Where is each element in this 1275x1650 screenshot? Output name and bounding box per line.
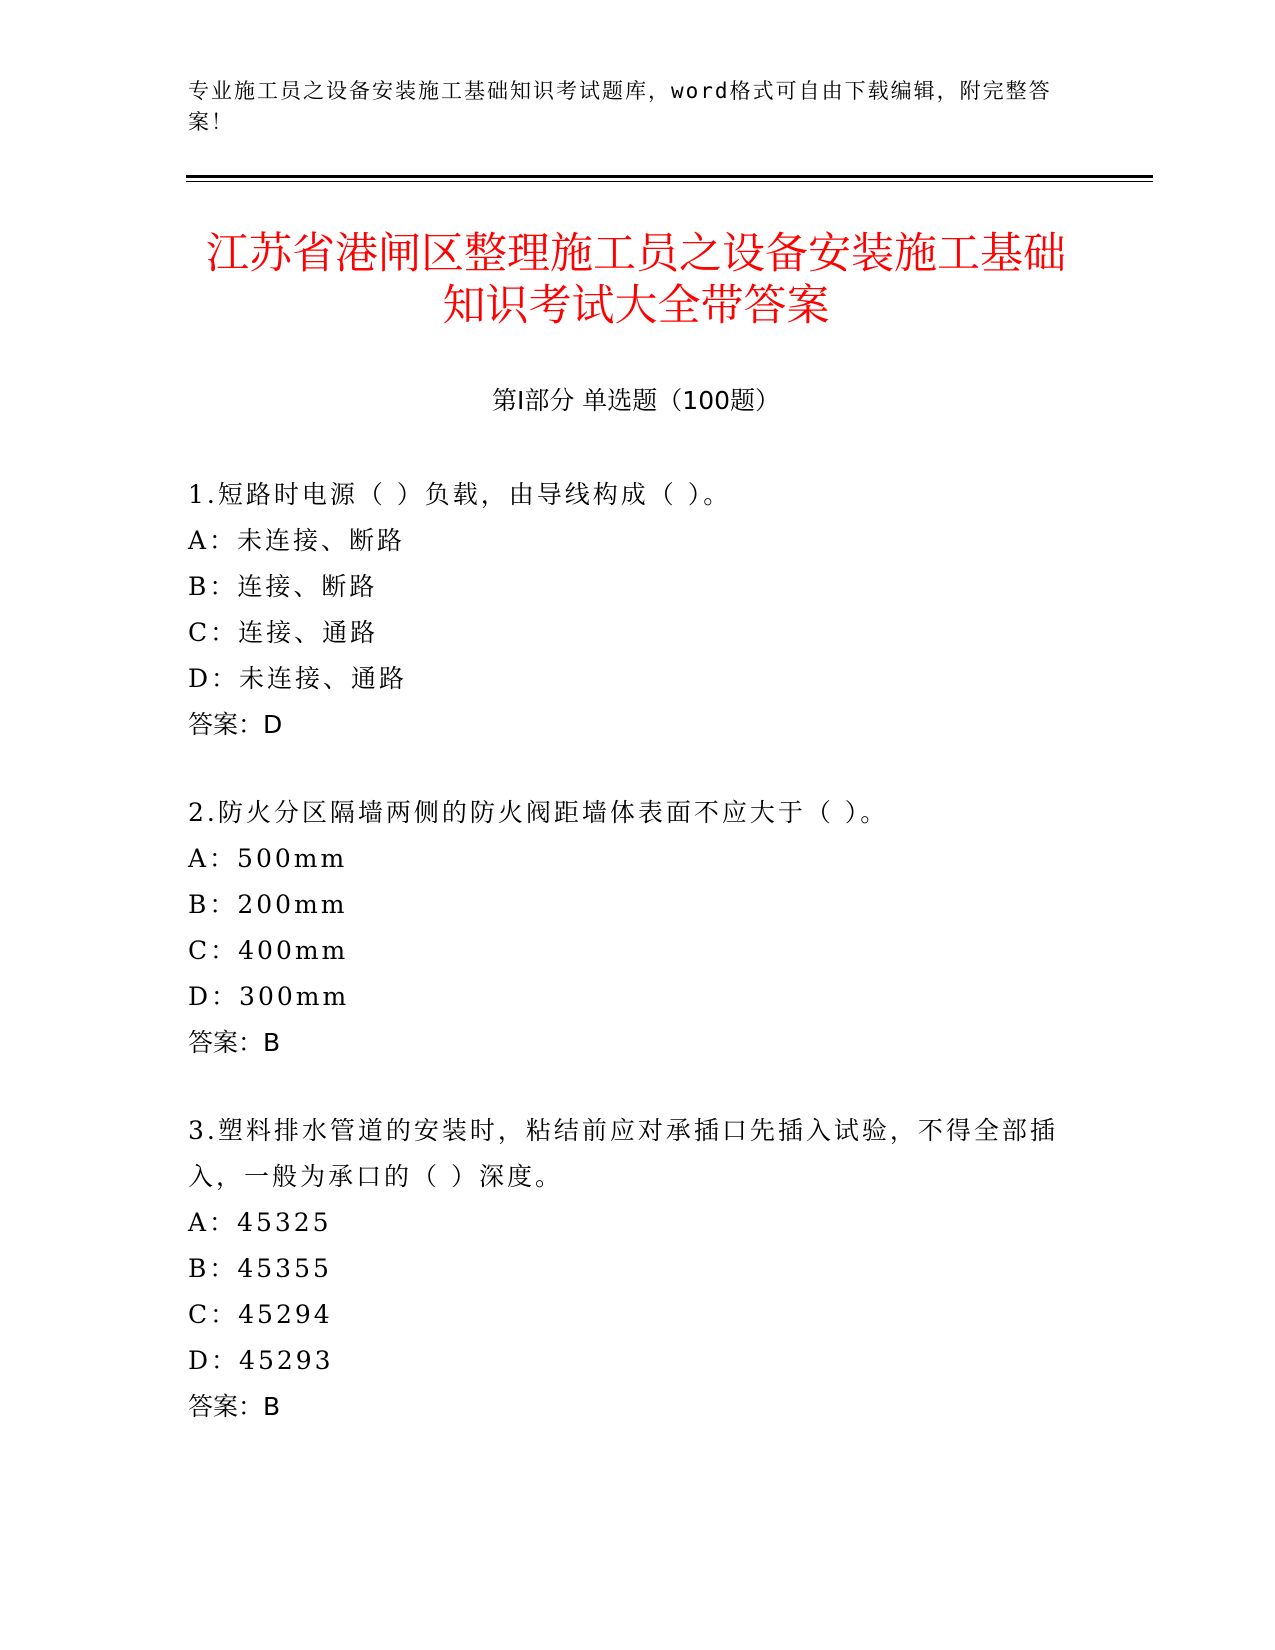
question-stem: 2.防火分区隔墙两侧的防火阀距墙体表面不应大于（ ）。	[188, 798, 889, 827]
question-1	[188, 472, 1068, 748]
option-b: B：45355	[188, 1254, 332, 1283]
answer: 答案：B	[188, 1028, 281, 1057]
option-c: C：400mm	[188, 936, 349, 965]
document-title: 江苏省港闸区整理施工员之设备安装施工基础知识考试大全带答案	[206, 229, 1066, 331]
option-b: B：连接、断路	[188, 572, 378, 601]
option-d: D：未连接、通路	[188, 664, 408, 693]
question-stem: 1.短路时电源（ ）负载，由导线构成（ ）。	[188, 480, 732, 509]
header-rule-thin	[186, 181, 1153, 182]
option-d: D：300mm	[188, 982, 350, 1011]
option-a: A：未连接、断路	[188, 526, 406, 555]
option-c: C：连接、通路	[188, 618, 379, 647]
answer: 答案：B	[188, 1392, 281, 1421]
answer: 答案：D	[188, 710, 283, 739]
option-a: A：45325	[188, 1208, 332, 1237]
question-2	[188, 790, 1068, 1066]
question-3	[188, 1108, 1068, 1430]
option-d: D：45293	[188, 1346, 334, 1375]
header-rule-thick	[186, 175, 1153, 178]
option-b: B：200mm	[188, 890, 348, 919]
section-title: 第Ⅰ部分 单选题（100题）	[491, 386, 781, 415]
option-c: C：45294	[188, 1300, 333, 1329]
question-stem: 3.塑料排水管道的安装时，粘结前应对承插口先插入试验，不得全部插入，一般为承口的（ ）深度。	[188, 1116, 1058, 1191]
option-a: A：500mm	[188, 844, 348, 873]
header-note: 专业施工员之设备安装施工基础知识考试题库，word格式可自由下载编辑，附完整答案！	[188, 79, 1052, 134]
